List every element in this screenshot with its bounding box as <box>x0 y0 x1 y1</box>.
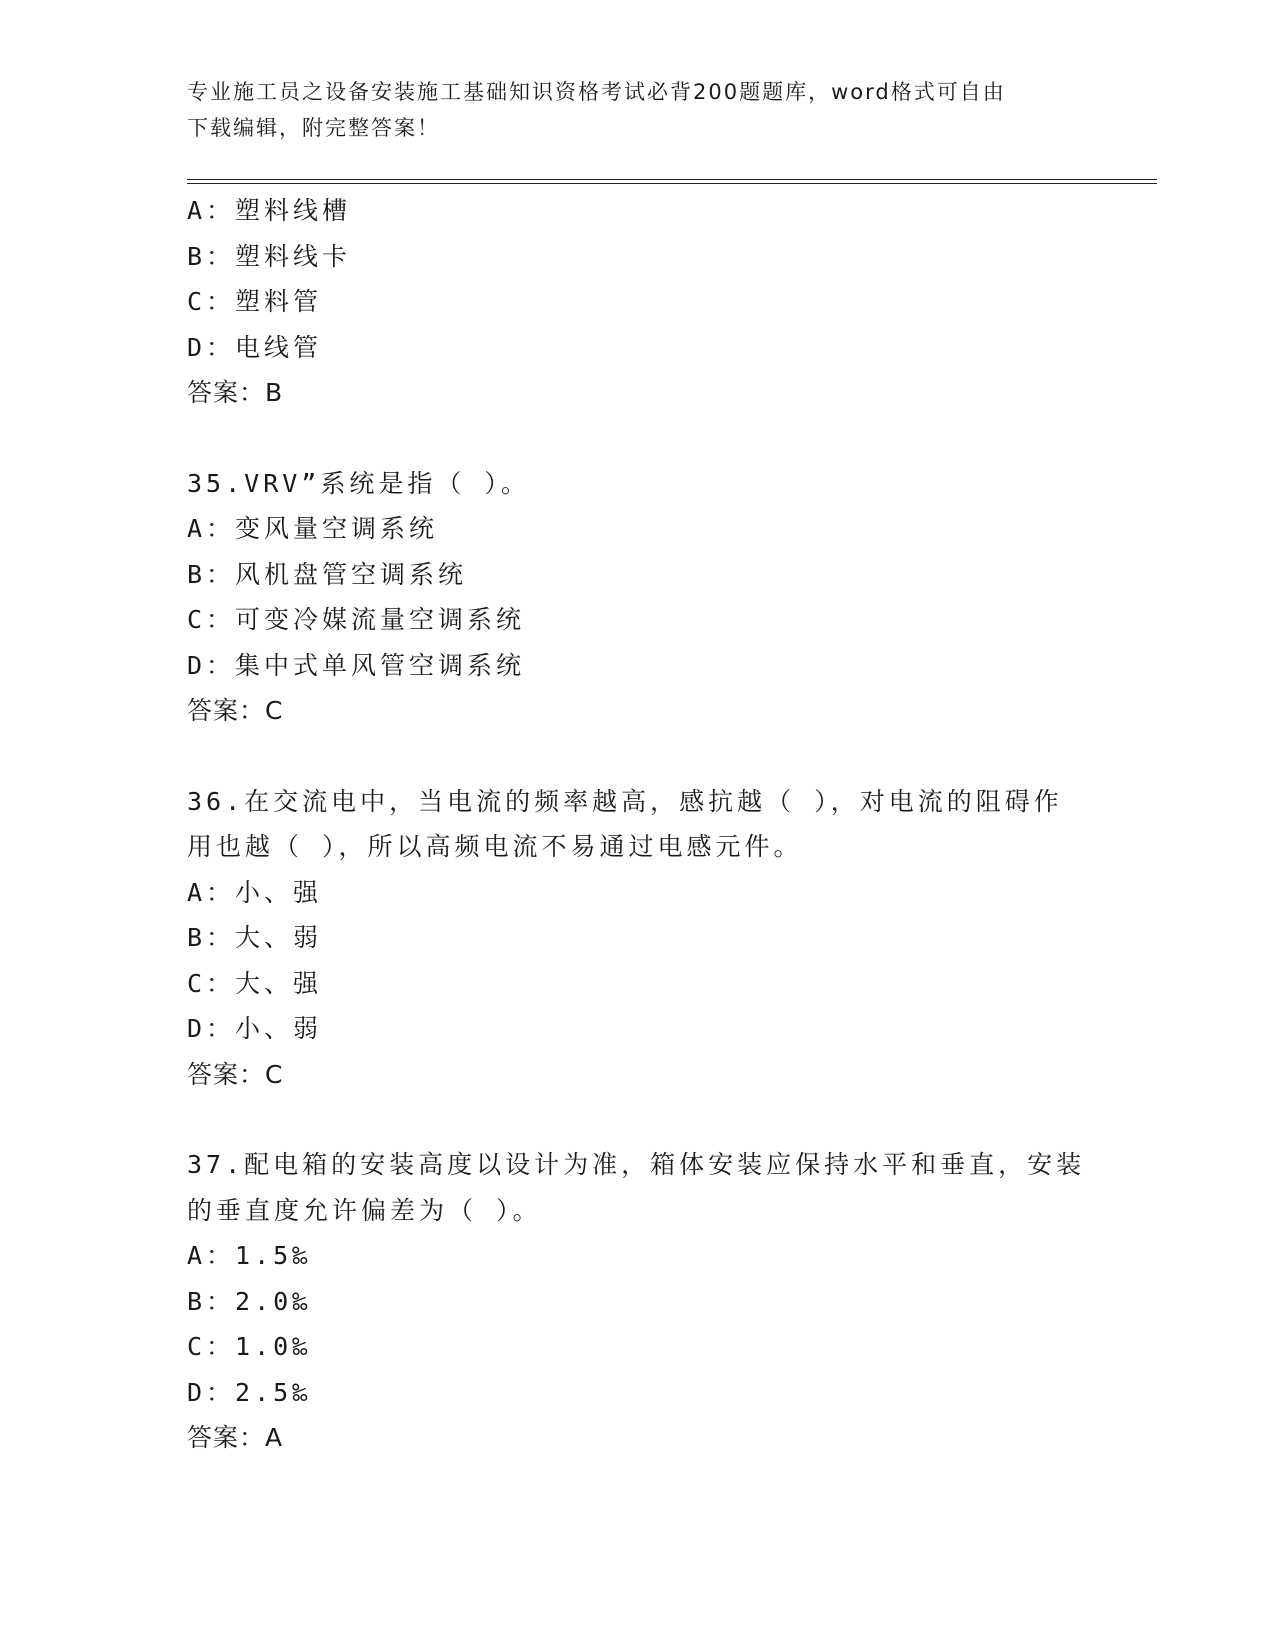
answer: 答案：C <box>187 1059 284 1089</box>
header-divider-bottom <box>187 183 1157 184</box>
option-c: C：塑料管 <box>187 287 323 316</box>
header-divider-top <box>187 179 1157 180</box>
question-37 <box>187 1142 1087 1461</box>
question-stem: 35.VRV”系统是指（ ）。 <box>187 468 530 498</box>
option-a: A：小、强 <box>187 877 323 907</box>
question-35 <box>187 461 1087 734</box>
option-d: D：电线管 <box>187 332 323 362</box>
option-d: D：小、弱 <box>187 1014 323 1043</box>
question-stem-line-2: 的垂直度允许偏差为（ ）。 <box>187 1195 542 1225</box>
option-b: B：风机盘管空调系统 <box>187 559 468 589</box>
question-stem-line-1: 37.配电箱的安装高度以设计为准，箱体安装应保持水平和垂直，安装 <box>187 1150 1086 1179</box>
answer: 答案：C <box>187 696 284 725</box>
spacer <box>187 416 1087 461</box>
option-d: D：2.5‰ <box>187 1377 312 1407</box>
question-list <box>187 188 1087 1461</box>
answer: 答案：A <box>187 1423 284 1452</box>
header-line-2: 下载编辑，附完整答案！ <box>187 116 440 140</box>
question-36 <box>187 779 1087 1098</box>
option-c: C：1.0‰ <box>187 1332 312 1361</box>
header-line-1: 专业施工员之设备安装施工基础知识资格考试必背200题题库，word格式可自由 <box>187 80 1006 104</box>
option-b: B：2.0‰ <box>187 1286 312 1316</box>
spacer <box>187 1097 1087 1142</box>
option-c: C：可变冷媒流量空调系统 <box>187 605 526 634</box>
option-d: D：集中式单风管空调系统 <box>187 650 526 680</box>
question-34-tail <box>187 188 1087 416</box>
document-header <box>187 74 1067 146</box>
option-a: A：塑料线槽 <box>187 196 352 225</box>
option-a: A：变风量空调系统 <box>187 514 439 543</box>
option-c: C：大、强 <box>187 968 323 998</box>
question-stem-line-1: 36.在交流电中，当电流的频率越高，感抗越（ ），对电流的阻碍作 <box>187 786 1063 816</box>
spacer <box>187 734 1087 779</box>
option-a: A：1.5‰ <box>187 1241 312 1270</box>
answer: 答案：B <box>187 378 284 407</box>
option-b: B：大、弱 <box>187 923 323 952</box>
option-b: B：塑料线卡 <box>187 241 352 271</box>
question-stem-line-2: 用也越（ ），所以高频电流不易通过电感元件。 <box>187 832 803 861</box>
